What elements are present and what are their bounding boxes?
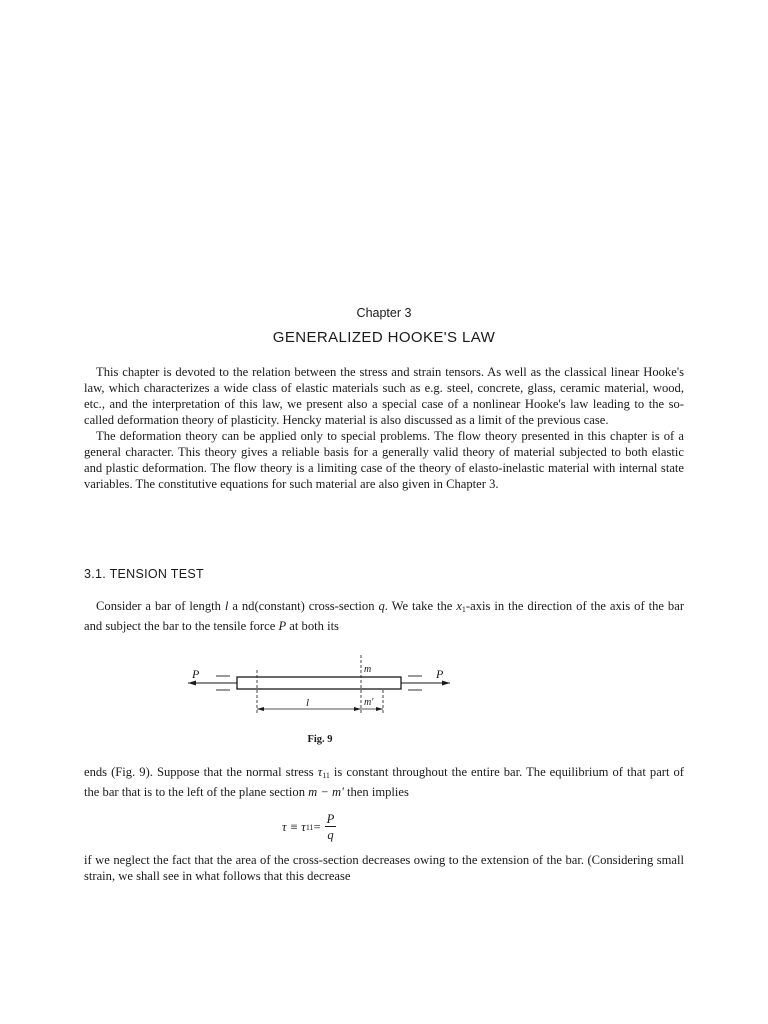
equation-equals: = — [313, 820, 321, 834]
text-span: at both its — [286, 619, 339, 633]
intro-text — [84, 364, 684, 492]
dimension-arrow-left — [257, 707, 264, 711]
equation-subscript: 11 — [305, 823, 314, 832]
symbol-P: P — [278, 619, 287, 633]
text-span: -axis in the direction of the axis of the bar and subject the bar to the tensile force — [84, 599, 685, 633]
text-span: Consider a bar of length — [96, 599, 225, 613]
arrowhead-left — [188, 681, 196, 686]
dimension-arrow-right — [354, 707, 361, 711]
label-m-prime: m' — [364, 697, 374, 708]
label-P-left: P — [192, 667, 200, 681]
text-span: a nd(constant) cross-section — [228, 599, 379, 613]
intro-paragraph-1: This chapter is devoted to the relation between the stress and strain tensors. As well as the classical linear Hooke's law, which characterizes a wide class of elastic materials such as e.g. steel, concrete, glass, ceramic material, wood, etc., and the interpretation of this law, we present also a special case of a nonlinear Hooke's law leading to the so-called deformation theory of plasticity. Hencky material is also discussed as a limit of the previous case. — [84, 365, 684, 427]
text-span: . We take the — [384, 599, 457, 613]
intro-paragraph-2: The deformation theory can be applied only to special problems. The flow theory presented in this chapter is of a general character. This theory gives a reliable basis for a generally valid theory of material subjected to both elastic and plastic deformation. The flow theory is a limiting case of the theory of elasto-inelastic material with internal state variables. The constitutive equations for such material are also given in Chapter 3. — [84, 429, 684, 491]
bar — [237, 677, 401, 689]
arrowhead-right — [442, 681, 450, 686]
text-span: ends (Fig. 9). Suppose that the normal stress — [84, 765, 318, 779]
section-heading: 3.1. TENSION TEST — [84, 567, 204, 581]
chapter-title: GENERALIZED HOOKE'S LAW — [272, 329, 496, 346]
text-span: is constant throughout the entire bar. The equilibrium of that part of the bar that is to the left of the plane section — [84, 765, 684, 799]
fraction-numerator: P — [326, 812, 335, 826]
symbol-tau: τ — [317, 765, 323, 779]
figure-caption: Fig. 9 — [307, 734, 333, 745]
symbol-l: l — [224, 599, 229, 613]
final-paragraph — [84, 852, 684, 884]
plane-expression: m − m' — [308, 785, 344, 799]
label-l: l — [306, 697, 310, 709]
post-figure-paragraph — [84, 764, 684, 800]
subscript-11: 11 — [322, 771, 330, 780]
final-paragraph-text: if we neglect the fact that the area of the cross-section decreases owing to the extension of the bar. (Considering small strain, we shall see in what follows that this decrease — [84, 853, 684, 883]
label-m: m — [364, 664, 372, 675]
chapter-label: Chapter 3 — [356, 306, 412, 320]
stress-equation — [282, 812, 336, 843]
subscript-1: 1 — [461, 605, 466, 614]
label-P-right: P — [436, 667, 444, 681]
bar-figure — [180, 650, 460, 720]
tension-test-paragraph — [84, 598, 684, 634]
fraction-denominator: q — [327, 828, 334, 842]
symbol-q: q — [378, 599, 385, 613]
fraction — [325, 812, 337, 843]
section-arrow-right — [376, 707, 383, 711]
text-span: then implies — [343, 785, 409, 799]
equation-lhs: τ ≡ τ — [282, 820, 306, 834]
symbol-x: x — [456, 599, 462, 613]
